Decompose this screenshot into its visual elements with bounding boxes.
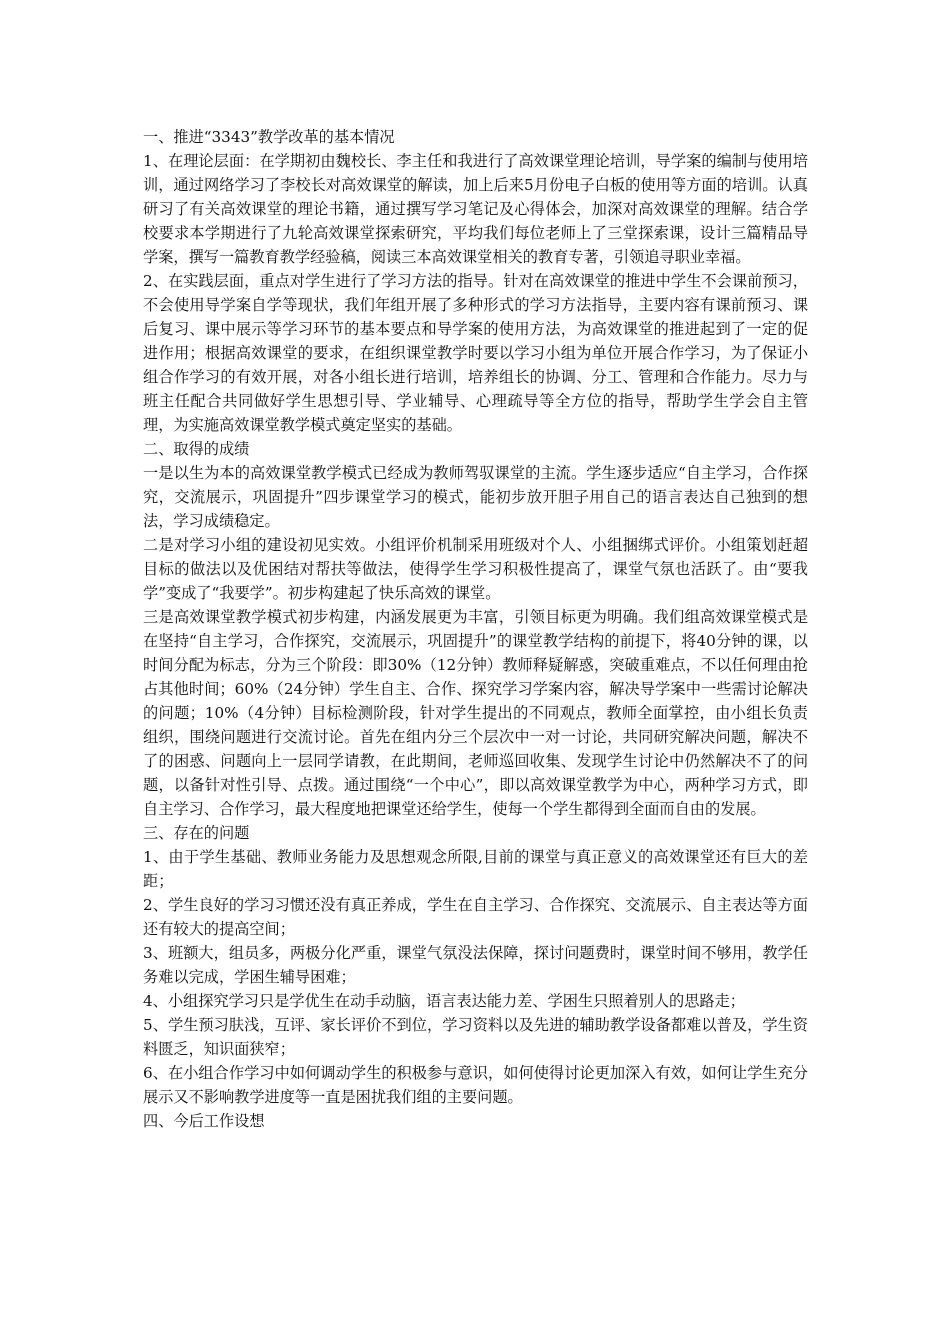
- paragraph-achievement-1: 一是以生为本的高效课堂教学模式已经成为教师驾驭课堂的主流。学生逐步适应“自主学习，合作探究，交流展示，巩固提升”四步课堂学习的模式，能初步放开胆子用自己的语言表达自己独到的想法，学习成绩稳定。: [143, 464, 808, 530]
- paragraph-problem-2: 2、学生良好的学习习惯还没有真正养成，学生在自主学习、合作探究、交流展示、自主表达等方面还有较大的提高空间；: [143, 896, 808, 938]
- paragraph-practice: 2、在实践层面，重点对学生进行了学习方法的指导。针对在高效课堂的推进中学生不会课前预习，不会使用导学案自学等现状，我们年组开展了多种形式的学习方法指导，主要内容有课前预习、课后复习、课中展示等学习环节的基本要点和导学案的使用方法，为高效课堂的推进起到了一定的促进作用；根据高效课堂的要求，在组织课堂教学时要以学习小组为单位开展合作学习，为了保证小组合作学习的有效开展，对各小组长进行培训，培养组长的协调、分工、管理和合作能力。尽力与班主任配合共同做好学生思想引导、学业辅导、心理疏导等全方位的指导，帮助学生学会自主管理，为实施高效课堂教学模式奠定坚实的基础。: [143, 272, 808, 434]
- paragraph-achievement-3: 三是高效课堂教学模式初步构建，内涵发展更为丰富，引领目标更为明确。我们组高效课堂模式是在坚持“自主学习，合作探究，交流展示，巩固提升”的课堂教学结构的前提下，将40分钟的课，以时间分配为标志，分为三个阶段：即30%（12分钟）教师释疑解惑，突破重难点，不以任何理由抢占其他时间；60%（24分钟）学生自主、合作、探究学习学案内容，解决导学案中一些需讨论解决的问题；10%（4分钟）目标检测阶段，针对学生提出的不同观点，教师全面掌控，由小组长负责组织，围绕问题进行交流讨论。首先在组内分三个层次中一对一讨论，共同研究解决问题，解决不了的困惑、问题向上一层同学请教，在此期间，老师巡回收集、发现学生讨论中仍然解决不了的问题，以备针对性引导、点拨。通过围绕“一个中心”，即以高效课堂教学为中心，两种学习方式，即自主学习、合作学习，最大程度地把课堂还给学生，使每一个学生都得到全面而自由的发展。: [143, 608, 808, 818]
- paragraph-theory: 1、在理论层面：在学期初由魏校长、李主任和我进行了高效课堂理论培训，导学案的编制与使用培训，通过网络学习了李校长对高效课堂的解读，加上后来5月份电子白板的使用等方面的培训。认真研习了有关高效课堂的理论书籍，通过撰写学习笔记及心得体会，加深对高效课堂的理解。结合学校要求本学期进行了九轮高效课堂探索研究，平均我们每位老师上了三堂探索课，设计三篇精品导学案，撰写一篇教育教学经验稿，阅读三本高效课堂相关的教育专著，引领追寻职业幸福。: [143, 152, 808, 266]
- section-heading-2: 二、取得的成绩: [143, 440, 250, 458]
- paragraph-problem-3: 3、班额大，组员多，两极分化严重，课堂气氛没法保障，探讨问题费时，课堂时间不够用，教学任务难以完成，学困生辅导困难；: [143, 944, 808, 986]
- paragraph-problem-5: 5、学生预习肤浅，互评、家长评价不到位，学习资料以及先进的辅助教学设备都难以普及，学生资料匮乏，知识面狭窄；: [143, 1016, 808, 1058]
- document-body: [143, 125, 808, 1133]
- paragraph-problem-4: 4、小组探究学习只是学优生在动手动脑，语言表达能力差、学困生只照着别人的思路走；: [143, 992, 745, 1010]
- section-heading-4: 四、今后工作设想: [143, 1112, 265, 1130]
- section-heading-3: 三、存在的问题: [143, 824, 250, 842]
- paragraph-problem-6: 6、在小组合作学习中如何调动学生的积极参与意识，如何使得讨论更加深入有效，如何让学生充分展示又不影响教学进度等一直是困扰我们组的主要问题。: [143, 1064, 808, 1106]
- section-heading-1: 一、推进“3343”教学改革的基本情况: [143, 128, 395, 146]
- paragraph-achievement-2: 二是对学习小组的建设初见实效。小组评价机制采用班级对个人、小组捆绑式评价。小组策划赶超目标的做法以及优困结对帮扶等做法，使得学生学习积极性提高了，课堂气氛也活跃了。由“要我学”变成了“我要学”。初步构建起了快乐高效的课堂。: [143, 536, 808, 602]
- paragraph-problem-1: 1、由于学生基础、教师业务能力及思想观念所限,目前的课堂与真正意义的高效课堂还有巨大的差距；: [143, 848, 808, 890]
